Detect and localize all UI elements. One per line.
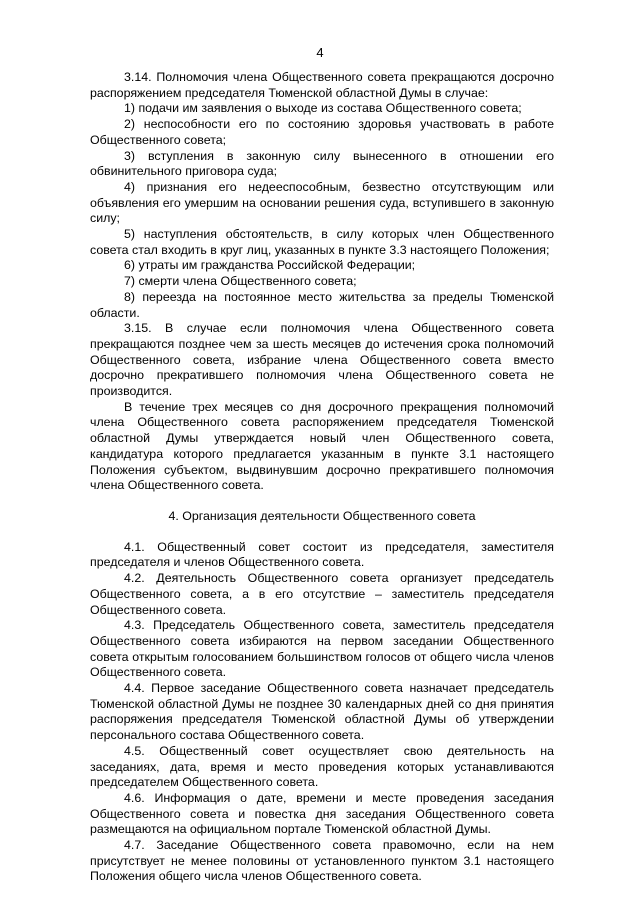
paragraph-4-4: 4.4. Первое заседание Общественного совета назначает председатель Тюменской областной Думы не позднее 30 календарных дней со дня принятия распоряжения председателя Тюменской областной Думы об утверждении персонального состава Общественного совета. <box>90 681 554 743</box>
section-heading: 4. Организация деятельности Общественного совета <box>168 508 476 523</box>
list-item-5: 5) наступления обстоятельств, в силу которых член Общественного совета стал входить в круг лиц, указанных в пункте 3.3 настоящего Положения; <box>90 227 554 257</box>
paragraph-4-1: 4.1. Общественный совет состоит из председателя, заместителя председателя и членов Общественного совета. <box>90 539 554 570</box>
list-item-1: 1) подачи им заявления о выходе из состава Общественного совета; <box>124 101 522 116</box>
paragraph-3-15: 3.15. В случае если полномочия члена Общественного совета прекращаются позднее чем за шесть месяцев до истечения срока полномочий Общественного совета, избрание члена Общественного совета вместо досрочно прекратившего полномочия члена Общественного совета не производится. <box>90 321 554 399</box>
page-number: 4 <box>316 45 324 60</box>
paragraph-4-3: 4.3. Председатель Общественного совета, заместитель председателя Общественного совета избираются на первом заседании Общественного совета открытым голосованием большинством голосов от общего числа членов Общественного совета. <box>90 618 554 680</box>
list-item-3: 3) вступления в законную силу вынесенного в отношении его обвинительного приговора суда; <box>90 148 554 179</box>
list-item-2: 2) неспособности его по состоянию здоровья участвовать в работе Общественного совета; <box>90 117 554 147</box>
list-item-4: 4) признания его недееспособным, безвестно отсутствующим или объявления его умершим на основании решения суда, вступившего в законную силу; <box>90 179 554 226</box>
paragraph-4-2: 4.2. Деятельность Общественного совета организует председатель Общественного совета, а в его отсутствие – заместитель председателя Общественного совета. <box>90 571 554 617</box>
paragraph-4-7: 4.7. Заседание Общественного совета правомочно, если на нем присутствует не менее половины от установленного пунктом 3.1 настоящего Положения общего числа членов Общественного совета. <box>90 838 554 884</box>
paragraph-3-14: 3.14. Полномочия члена Общественного совета прекращаются досрочно распоряжением председателя Тюменской областной Думы в случае: <box>90 70 554 100</box>
list-item-7: 7) смерти члена Общественного совета; <box>124 274 357 289</box>
paragraph-3-15-cont: В течение трех месяцев со дня досрочного прекращения полномочий члена Общественного совета распоряжением председателя Тюменской областной Думы утверждается новый член Общественного совета, кандидатура которого предлагается указанным в пункте 3.1 настоящего Положения субъектом, выдвинувшим досрочно прекратившего полномочия члена Общественного совета. <box>90 399 554 493</box>
list-item-8: 8) переезда на постоянное место жительства за пределы Тюменской области. <box>90 289 554 320</box>
paragraph-4-5: 4.5. Общественный совет осуществляет свою деятельность на заседаниях, дата, время и место проведения которых устанавливаются председателем Общественного совета. <box>90 743 554 790</box>
paragraph-4-6: 4.6. Информация о дате, времени и месте проведения заседания Общественного совета и повестка дня заседания Общественного совета размещаются на официальном портале Тюменской областной Думы. <box>90 790 554 837</box>
list-item-6: 6) утраты им гражданства Российской Федерации; <box>124 258 416 273</box>
document-body <box>90 70 554 885</box>
